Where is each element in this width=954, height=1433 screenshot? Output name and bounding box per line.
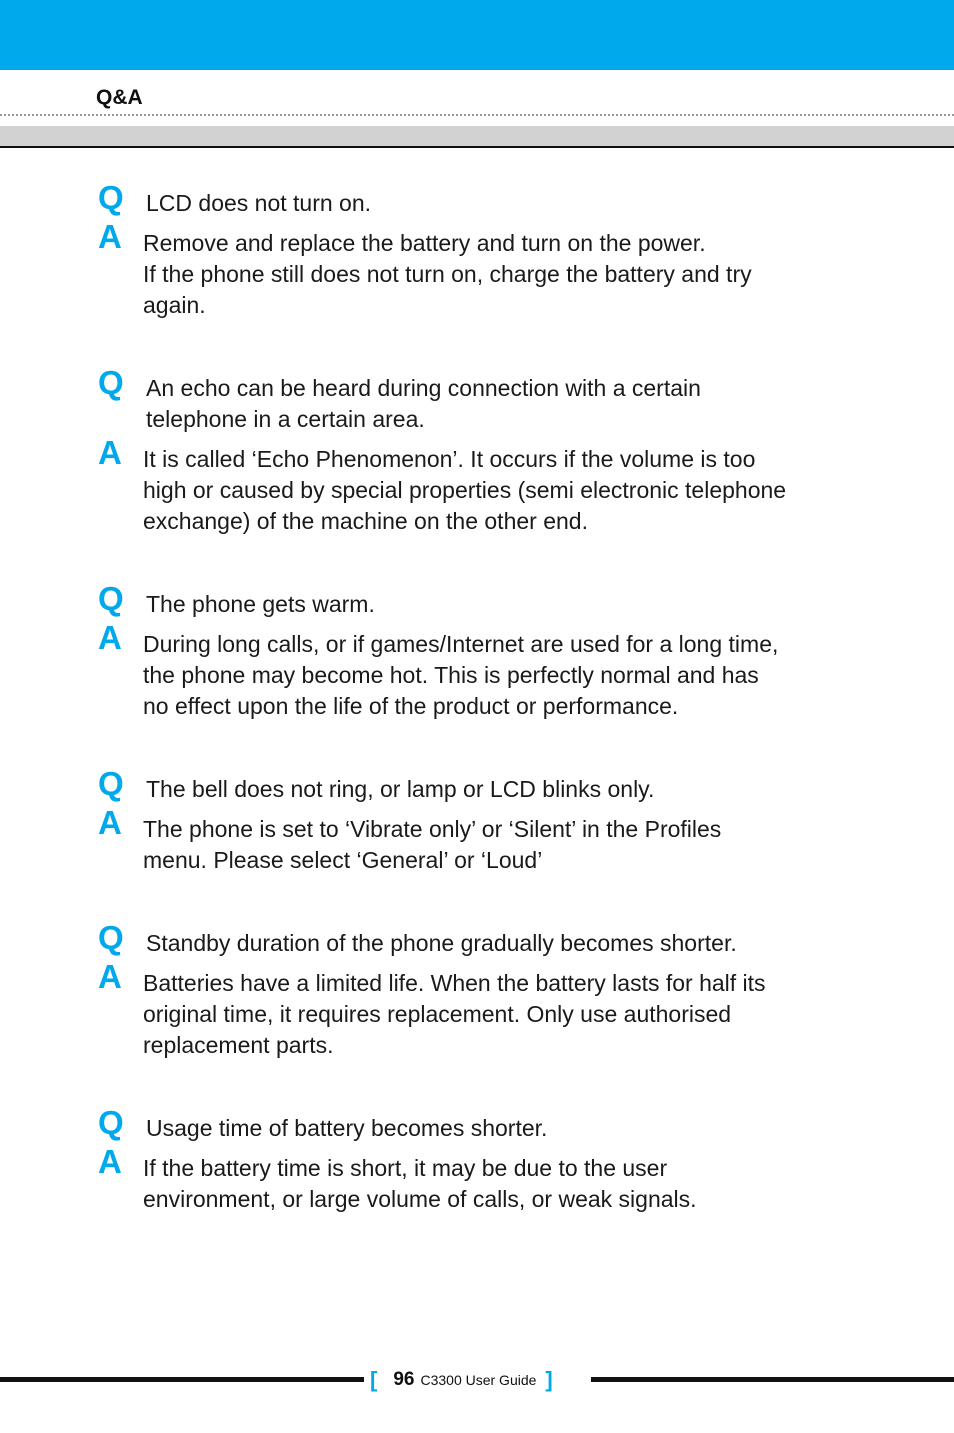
answer-text-line: high or caused by special properties (semi electronic telephone	[143, 477, 787, 503]
answer-row	[96, 804, 856, 876]
answer-row	[96, 619, 856, 722]
answer-text-line: The phone is set to ‘Vibrate only’ or ‘Silent’ in the Profiles	[143, 816, 722, 842]
qa-item	[96, 580, 856, 722]
question-marker: Q	[98, 765, 124, 802]
question-text-line: The phone gets warm.	[146, 591, 375, 617]
question-row	[96, 580, 856, 620]
answer-marker: A	[98, 218, 122, 255]
question-marker: Q	[98, 179, 124, 216]
grey-header-band	[0, 126, 954, 148]
answer-text-line: Remove and replace the battery and turn on the power.	[143, 230, 706, 256]
answer-marker: A	[98, 958, 122, 995]
footer-rule-left	[0, 1377, 364, 1382]
page-number: 96	[393, 1369, 415, 1390]
qa-item	[96, 179, 856, 321]
footer-bracket-open: [	[370, 1367, 378, 1392]
answer-text-line: menu. Please select ‘General’ or ‘Loud’	[143, 847, 543, 873]
answer-text-line: environment, or large volume of calls, or weak signals.	[143, 1186, 697, 1212]
footer-rule-right	[591, 1377, 954, 1382]
answer-text-line: original time, it requires replacement. Only use authorised	[143, 1001, 732, 1027]
question-row	[96, 364, 856, 435]
answer-text-line: If the phone still does not turn on, charge the battery and try	[143, 261, 752, 287]
top-color-band	[0, 0, 954, 70]
answer-text-line: Batteries have a limited life. When the battery lasts for half its	[143, 970, 766, 996]
question-text-line: LCD does not turn on.	[146, 190, 372, 216]
qa-item	[96, 1104, 856, 1215]
question-text-line: The bell does not ring, or lamp or LCD blinks only.	[146, 776, 655, 802]
question-text-line: An echo can be heard during connection with a certain	[146, 375, 701, 401]
answer-text-line: replacement parts.	[143, 1032, 334, 1058]
section-title: Q&A	[96, 86, 143, 109]
answer-text-line: exchange) of the machine on the other end.	[143, 508, 588, 534]
question-marker: Q	[98, 1104, 124, 1141]
question-text-line: telephone in a certain area.	[146, 406, 425, 432]
footer-bracket-close: ]	[545, 1367, 553, 1392]
dotted-divider	[0, 114, 954, 116]
answer-text-line: the phone may become hot. This is perfectly normal and has	[143, 662, 759, 688]
question-text-line: Standby duration of the phone gradually becomes shorter.	[146, 930, 737, 956]
question-marker: Q	[98, 580, 124, 617]
answer-row	[96, 1143, 856, 1215]
qa-list	[96, 179, 856, 1267]
answer-text-line: If the battery time is short, it may be due to the user	[143, 1155, 668, 1181]
qa-item	[96, 765, 856, 876]
answer-row	[96, 434, 856, 537]
answer-marker: A	[98, 1143, 122, 1180]
question-row	[96, 765, 856, 805]
answer-text-line: again.	[143, 292, 206, 318]
qa-item	[96, 364, 856, 537]
page-footer	[370, 1366, 553, 1394]
answer-marker: A	[98, 804, 122, 841]
question-text-line: Usage time of battery becomes shorter.	[146, 1115, 548, 1141]
answer-text-line: It is called ‘Echo Phenomenon’. It occurs if the volume is too	[143, 446, 756, 472]
answer-text-line: During long calls, or if games/Internet are used for a long time,	[143, 631, 779, 657]
question-marker: Q	[98, 364, 124, 401]
question-row	[96, 179, 856, 219]
answer-row	[96, 958, 856, 1061]
guide-title: C3300 User Guide	[420, 1372, 537, 1388]
answer-row	[96, 218, 856, 321]
question-row	[96, 1104, 856, 1144]
answer-marker: A	[98, 434, 122, 471]
question-marker: Q	[98, 919, 124, 956]
qa-item	[96, 919, 856, 1061]
answer-marker: A	[98, 619, 122, 656]
answer-text-line: no effect upon the life of the product or performance.	[143, 693, 679, 719]
question-row	[96, 919, 856, 959]
